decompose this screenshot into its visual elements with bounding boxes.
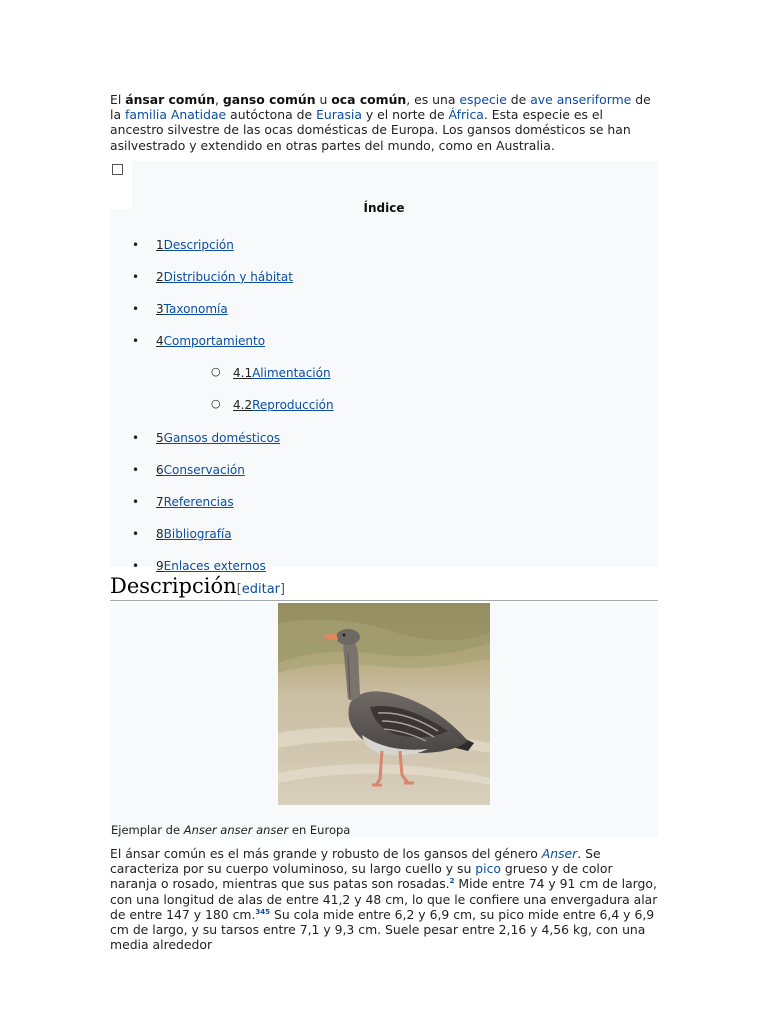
toc-number[interactable]: 2 [156, 269, 164, 284]
toc-item[interactable] [132, 494, 234, 510]
toc-number[interactable]: 3 [156, 301, 164, 316]
edit-link[interactable]: editar [241, 582, 281, 597]
text: grueso y de color naranja o rosado, mientras que sus patas son rosadas. [110, 861, 613, 892]
link-africa[interactable]: África [448, 107, 484, 123]
toc-item[interactable] [211, 396, 334, 413]
text: de [506, 92, 531, 107]
bullet-icon: • [132, 462, 140, 477]
toc-item[interactable] [132, 462, 245, 478]
circle-bullet-icon: ○ [211, 396, 221, 410]
checkbox-icon[interactable] [112, 164, 123, 175]
text: autóctona de [226, 107, 317, 123]
bullet-icon: • [132, 430, 140, 445]
description-paragraph [110, 846, 658, 952]
bullet-icon: • [132, 333, 140, 348]
text: Mide entre 74 y 91 cm de largo, con una longitud de alas de entre 41,2 y 48 cm, lo que le confiere una envergadura alar de entre 147 y 180 cm. [110, 876, 658, 922]
paragraph [110, 846, 658, 952]
bold-term: oca común [331, 92, 407, 107]
edit-bracket: ] [280, 582, 286, 597]
bullet-icon: • [132, 558, 140, 573]
text: Ejemplar de [111, 823, 184, 837]
link-ave[interactable]: ave [530, 92, 553, 107]
text: Su cola mide entre 6,2 y 6,9 cm, su pico mide entre 6,4 y 6,9 cm de largo, y su tarsos entre 7,1 y 9,3 cm. Suele pesar entre 2,16 y 4,56 kg, con una media alrededor [110, 906, 655, 953]
toc-link[interactable]: Reproducción [252, 397, 334, 412]
toc-item[interactable] [132, 269, 293, 285]
species-name: Anser anser anser [183, 823, 289, 837]
bullet-icon: • [132, 494, 140, 509]
bullet-icon: • [132, 526, 140, 541]
bold-term: ánsar común [125, 92, 215, 107]
toc-link[interactable]: Gansos domésticos [163, 430, 281, 445]
edit-bracket: [ [236, 582, 242, 597]
text: . Se caracteriza por su cuerpo voluminoso, su largo cuello y su [110, 846, 601, 877]
toc-number[interactable]: 4 [156, 333, 164, 348]
figure [110, 603, 658, 837]
text: en Europa [288, 823, 351, 837]
toc-item[interactable] [132, 558, 266, 574]
toc-item[interactable] [132, 301, 228, 317]
text: de la [110, 92, 651, 123]
article-content [110, 92, 658, 573]
greylag-goose-photo[interactable] [278, 603, 490, 805]
toc-link[interactable]: Referencias [163, 494, 234, 509]
link-familia-anatidae[interactable]: familia Anatidae [124, 107, 227, 123]
toc-number[interactable]: 9 [156, 558, 164, 573]
intro-paragraph [110, 92, 658, 153]
toc-item[interactable] [211, 364, 331, 381]
bullet-icon: • [132, 237, 140, 252]
toc-link[interactable]: Bibliografía [163, 526, 232, 541]
bullet-icon: • [132, 301, 140, 316]
toc-link[interactable]: Enlaces externos [163, 558, 266, 573]
toc-item[interactable] [132, 237, 234, 253]
toc-link[interactable]: Taxonomía [163, 301, 228, 316]
figure-caption [111, 823, 350, 837]
toc-number[interactable]: 7 [156, 494, 164, 509]
bold-term: ganso común [222, 92, 316, 107]
text: El [110, 92, 126, 107]
link-eurasia[interactable]: Eurasia [316, 107, 362, 123]
toc-link[interactable]: Descripción [163, 237, 234, 252]
toc-item[interactable] [132, 430, 281, 446]
toc-link[interactable]: Comportamiento [163, 333, 266, 348]
toc-number[interactable]: 5 [156, 430, 164, 445]
text: El ánsar común es el más grande y robusto de los gansos del género [110, 846, 542, 861]
section-title: Descripción [110, 574, 237, 598]
toc-link[interactable]: Distribución y hábitat [163, 269, 293, 284]
toc-number[interactable]: 4.1 [233, 365, 253, 380]
text: , es una [406, 92, 460, 107]
link-especie[interactable]: especie [459, 92, 507, 107]
toc-number[interactable]: 1 [156, 237, 164, 252]
toc-title: Índice [363, 200, 405, 215]
text: y el norte de [361, 107, 449, 123]
toc-link[interactable]: Conservación [163, 462, 245, 477]
text: u [315, 92, 332, 107]
toc-item[interactable] [132, 333, 266, 349]
toc-number[interactable]: 8 [156, 526, 164, 541]
section-heading-descripcion [110, 574, 658, 601]
link-pico[interactable]: pico [475, 861, 501, 877]
goose-image-icon [278, 603, 490, 805]
circle-bullet-icon: ○ [211, 364, 221, 378]
reference-link[interactable]: 345 [255, 907, 271, 916]
link-anser[interactable]: Anser [541, 846, 578, 861]
reference-link[interactable]: 2 [449, 877, 455, 886]
link-anseriforme[interactable]: anseriforme [556, 92, 632, 107]
text: . Esta especie es el ancestro silvestre de las ocas domésticas de Europa. Los gansos domésticos se han asilvestrado y extendido en otras partes del mundo, como en Australia. [110, 107, 631, 153]
text: , [214, 92, 223, 107]
bullet-icon: • [132, 269, 140, 284]
table-of-contents [110, 167, 658, 573]
toc-number[interactable]: 4.2 [233, 397, 253, 412]
toc-item[interactable] [132, 526, 232, 542]
toc-number[interactable]: 6 [156, 462, 164, 477]
toc-link[interactable]: Alimentación [252, 365, 331, 380]
